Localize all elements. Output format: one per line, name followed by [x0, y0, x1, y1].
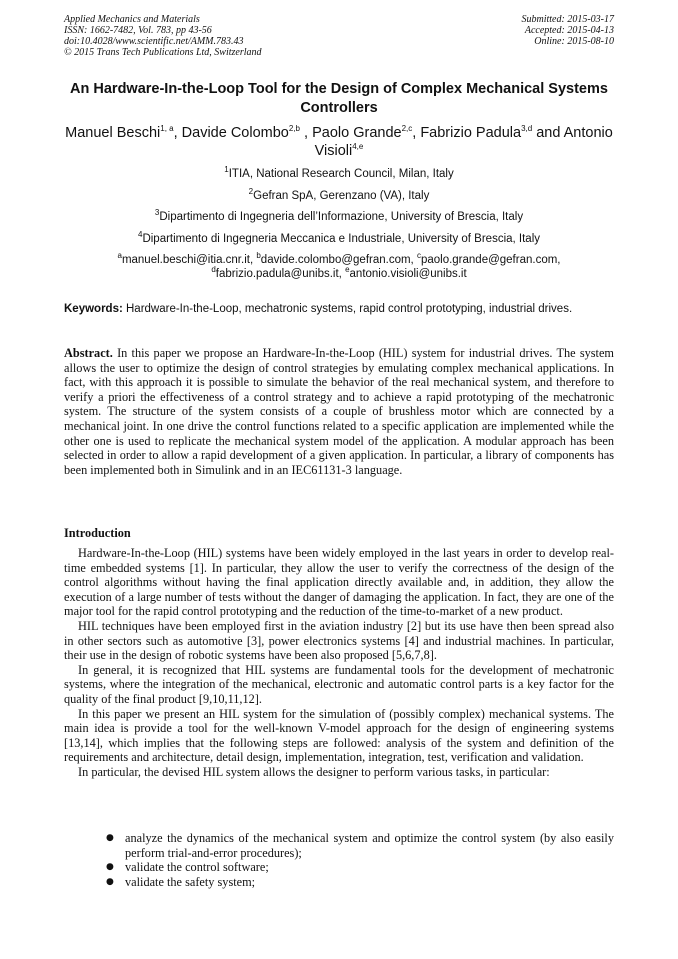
bullet-icon: ● — [106, 876, 114, 887]
copyright-line: © 2015 Trans Tech Publications Ltd, Switzerland — [64, 47, 262, 58]
email-line-2: $^d$fabrizio.padula@unibs.it, $^e$antonio.visioli@unibs.it — [211, 265, 467, 280]
email-link[interactable]: manuel.beschi@itia.cnr.it, — [121, 254, 257, 266]
affiliation-1: $^1$ITIA, National Research Council, Milan, Italy — [224, 165, 454, 180]
issn-line: ISSN: 1662-7482, Vol. 783, pp 43-56 — [64, 25, 212, 36]
list-item: ● analyze the dynamics of the mechanical system and optimize the control system (by also easily perform trial-and-error procedures); — [106, 831, 614, 860]
author-list — [64, 124, 614, 160]
submitted-date: Submitted: 2015-03-17 — [521, 14, 614, 25]
doi-line: doi:10.4028/www.scientific.net/AMM.783.43 — [64, 36, 244, 47]
abstract-label: Abstract. — [64, 346, 113, 360]
author: Davide Colombo$^{2,b}$ , — [181, 124, 313, 141]
affiliation-2: $^2$Gefran SpA, Gerenzano (VA), Italy — [248, 187, 430, 202]
email-link[interactable]: paolo.grande@gefran.com, — [420, 254, 561, 266]
accepted-date: Accepted: 2015-04-13 — [524, 25, 614, 36]
list-item: ● validate the safety system; — [106, 874, 256, 889]
email-link[interactable]: fabrizio.padula@unibs.it, — [215, 268, 346, 280]
author: Manuel Beschi$^{1, a}$, — [65, 124, 182, 141]
abstract-text: In this paper we propose an Hardware-In-the-Loop (HIL) system for industrial drives. The system allows the user to optimize the design of control strategies by emulating complex mechanical applications. In fact, with this approach it is possible to simulate the behavior of the real mechanical system, and therefore to verify a priori the effectiveness of a control strategy and to achieve a rapid prototyping of the mechatronic system. The structure of the system consists of a couple of brushless motor which are connected by a mechanical joint. In one drive the control functions related to a specific application are implemented while the other one is used to replicate the mechanical system model of the application. A modular approach has been selected in order to allow a rapid development of a given application. In particular, a library of components has been implemented both in Simulink and in an IEC61131-3 language. — [64, 346, 614, 477]
affiliation-3: $^3$Dipartimento di Ingegneria dell’Informazione, University of Brescia, Italy — [154, 208, 524, 223]
author: Paolo Grande$^{2,c}$, — [312, 124, 421, 141]
online-date: Online: 2015-08-10 — [534, 36, 614, 47]
section-heading-introduction: Introduction — [64, 526, 131, 540]
affiliation-4: $^4$Dipartimento di Ingegneria Meccanica e Industriale, University of Brescia, Italy — [137, 230, 541, 245]
author: Fabrizio Padula$^{3,d}$ and — [420, 124, 564, 141]
task-bullet-list — [64, 831, 614, 889]
paragraph: In particular, the devised HIL system allows the designer to perform various tasks, in particular: — [78, 764, 550, 779]
keywords-label: Keywords: — [64, 303, 123, 315]
header-left — [64, 14, 262, 58]
email-line-1: $^a$manuel.beschi@itia.cnr.it, $^b$davide.colombo@gefran.com, $^c$paolo.grande@gefran.com, — [117, 251, 561, 266]
author: Antonio Visioli$^{4,e}$ — [314, 125, 613, 159]
paper-title: An Hardware-In-the-Loop Tool for the Design of Complex Mechanical Systems Controllers — [70, 81, 608, 116]
header-right — [522, 14, 615, 47]
paragraph: In general, it is recognized that HIL systems are fundamental tools for the development of mechatronic systems, where the integration of the mechanical, electronic and automatic control parts is a key factor for the quality of the final product [9,10,11,12]. — [64, 662, 614, 706]
email-link[interactable]: davide.colombo@gefran.com, — [260, 254, 417, 266]
paragraph: Hardware-In-the-Loop (HIL) systems have been widely employed in the last years in order to develop real-time embedded systems [1]. In particular, they allow the user to verify the correctness of the design of the control algorithms without having the final application directly available and, in addition, they allow the execution of a large number of tests without the danger of damaging the application. In fact, they are one of the major tool for the rapid control prototyping and the reduction of the time-to-market of a new product. — [64, 546, 614, 619]
keywords-text: Hardware-In-the-Loop, mechatronic systems, rapid control prototyping, industrial drives. — [126, 303, 573, 315]
email-link[interactable]: antonio.visioli@unibs.it — [349, 268, 467, 280]
journal-name: Applied Mechanics and Materials — [64, 14, 200, 25]
abstract — [64, 346, 614, 477]
list-item: ● validate the control software; — [106, 860, 269, 875]
paragraph: In this paper we present an HIL system for the simulation of (possibly complex) mechanical systems. The main idea is provide a tool for the well-known V-model approach for the design of engineering systems [13,14], which implies that the following steps are followed: analysis of the system and definition of the requirements and architecture, detail design, implementation, integration, test, verification and validation. — [64, 706, 614, 765]
introduction-body — [64, 546, 614, 780]
bullet-icon: ● — [106, 862, 114, 873]
author-emails — [64, 253, 614, 281]
keywords — [64, 302, 614, 316]
paragraph: HIL techniques have been employed first in the aviation industry [2] but its use have then been spread also in other sectors such as automotive [3], power electronics systems [4] and industrial machines. In particular, their use in the design of robotic systems have been also proposed [5,6,7,8]. — [64, 618, 614, 663]
bullet-icon: ● — [106, 833, 114, 843]
